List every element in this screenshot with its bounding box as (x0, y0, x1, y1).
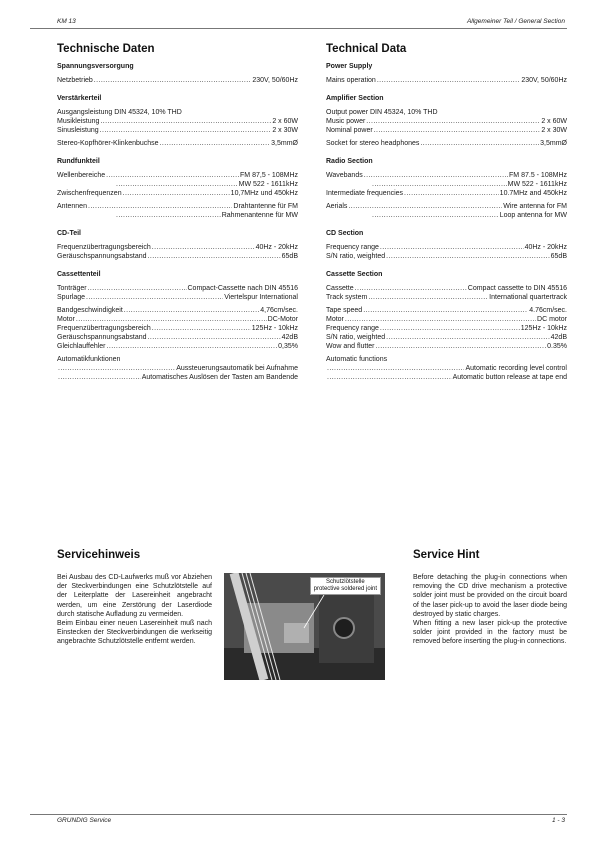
spec-row: ..... MW 522 - 1611kHz (326, 180, 567, 189)
de-cd-heading: CD-Teil (57, 230, 81, 237)
spec-row: S/N ratio, weighted ..... 42dB (326, 333, 567, 342)
service-hint-en-para1: Before detaching the plug-in connections when removing the CD drive mechanism a protective solder joint must be provided on the circuit board of the laser pick-up to avoid the laser diode being destroyed by static charges. (413, 574, 567, 618)
de-radio-heading: Rundfunkteil (57, 158, 100, 165)
en-power-section (326, 63, 567, 85)
spec-row: ..... Automatisches Auslösen der Tasten am Bandende (57, 373, 298, 382)
service-hint-title-en: Service Hint (413, 549, 480, 561)
header-section-title: Allgemeiner Teil / General Section (466, 18, 565, 25)
spec-row: Mains operation ..... 230V, 50/60Hz (326, 76, 567, 85)
footer-brand: GRUNDIG Service (57, 817, 112, 824)
solder-joint-callout: Schutzlötstelle protective soldered joint (310, 577, 381, 595)
de-radio-section (57, 158, 298, 220)
en-radio-section (326, 158, 567, 220)
header-doc-code: KM 13 (57, 18, 76, 25)
de-power-heading: Spannungsversorgung (57, 63, 134, 70)
spec-row: Wow and flutter ..... 0.35% (326, 342, 567, 351)
spec-row: Motor ..... DC-Motor (57, 315, 298, 324)
service-hint-de-para1: Bei Ausbau des CD-Laufwerks muß vor Abziehen der Steckverbindungen eine Schutzlötstelle auf der Leiterplatte der Lasereinheit angebracht werden, um eine Zerstörung der Laserdiode durch statische Aufladung zu vermeiden. (57, 574, 212, 618)
en-cassette-heading: Cassette Section (326, 271, 383, 278)
spec-row: Frequency range ..... 125Hz - 10kHz (326, 324, 567, 333)
en-amp-heading: Amplifier Section (326, 95, 384, 102)
spec-row: S/N ratio, weighted ..... 65dB (326, 252, 567, 261)
spec-row: Aerials ..... Wire antenna for FM (326, 202, 567, 211)
de-cd-section (57, 230, 298, 261)
spec-row: Wavebands ..... FM 87.5 - 108MHz (326, 171, 567, 180)
spec-row: Frequenzübertragungsbereich ..... 40Hz - 20kHz (57, 243, 298, 252)
spec-row: ..... Loop antenna for MW (326, 211, 567, 220)
en-cd-heading: CD Section (326, 230, 364, 237)
de-power-section (57, 63, 298, 85)
spec-row: Musikleistung ..... 2 x 60W (57, 117, 298, 126)
spec-row: Track system ..... International quartertrack (326, 293, 567, 302)
spec-row: Tonträger ..... Compact-Cassette nach DIN 45516 (57, 284, 298, 293)
spec-row: Wellenbereiche ..... FM 87,5 - 108MHz (57, 171, 298, 180)
german-specs-column (57, 43, 298, 392)
spec-row: Zwischenfrequenzen ..... 10,7MHz und 450kHz (57, 189, 298, 198)
spec-row: Music power ..... 2 x 60W (326, 117, 567, 126)
header-rule (30, 28, 567, 29)
spec-row: Sinusleistung ..... 2 x 30W (57, 126, 298, 135)
spec-row: Netzbetrieb ..... 230V, 50/60Hz (57, 76, 298, 85)
en-radio-heading: Radio Section (326, 158, 373, 165)
spec-row: Gleichlauffehler ..... 0,35% (57, 342, 298, 351)
spec-row: Antennen ..... Drahtantenne für FM (57, 202, 298, 211)
service-hint-text-en (413, 573, 567, 647)
spec-row: Frequency range ..... 40Hz - 20kHz (326, 243, 567, 252)
en-amp-output-line: Output power DIN 45324, 10% THD (326, 109, 438, 116)
service-hint-de-para2: Beim Einbau einer neuen Lasereinheit muß nach Einstecken der Steckverbindungen die werkseitig angebrachte Schutzlötstelle entfernt werden. (57, 620, 212, 646)
en-amp-section (326, 95, 567, 148)
footer-rule (30, 814, 567, 815)
spec-row: Frequenzübertragungsbereich ..... 125Hz - 10kHz (57, 324, 298, 333)
spec-row: Cassette ..... Compact cassette to DIN 45516 (326, 284, 567, 293)
spec-row: Bandgeschwindigkeit ..... 4,76cm/sec. (57, 306, 298, 315)
de-amp-section (57, 95, 298, 148)
spec-row: ..... Automatic button release at tape end (326, 373, 567, 382)
de-amp-heading: Verstärkerteil (57, 95, 102, 102)
spec-row: ..... Rahmenantenne für MW (57, 211, 298, 220)
en-cassette-section (326, 271, 567, 382)
laser-pickup-photo (224, 573, 385, 680)
en-power-heading: Power Supply (326, 63, 373, 70)
german-title: Technische Daten (57, 43, 155, 55)
de-cassette-section (57, 271, 298, 382)
spec-row: Geräuschspannungsabstand ..... 42dB (57, 333, 298, 342)
spec-row: Tape speed ..... 4.76cm/sec. (326, 306, 567, 315)
spec-row: ..... Automatic recording level control (326, 364, 567, 373)
footer-page-number: 1 - 3 (551, 817, 565, 824)
spec-row: Socket for stereo headphones ..... 3,5mmØ (326, 139, 567, 148)
spec-row: Motor ..... DC motor (326, 315, 567, 324)
service-hint-title-de: Servicehinweis (57, 549, 141, 561)
de-amp-output-line: Ausgangsleistung DIN 45324, 10% THD (57, 109, 182, 116)
spec-row: Nominal power ..... 2 x 30W (326, 126, 567, 135)
english-specs-column (326, 43, 567, 392)
english-title: Technical Data (326, 43, 407, 55)
spec-row: Stereo-Kopfhörer-Klinkenbuchse ..... 3,5mmØ (57, 139, 298, 148)
service-hint-text-de (57, 573, 212, 647)
spec-row: ..... MW 522 - 1611kHz (57, 180, 298, 189)
de-auto-heading: Automatikfunktionen (57, 356, 121, 363)
en-auto-heading: Automatic functions (326, 356, 388, 363)
spec-row: Geräuschspannungsabstand ..... 65dB (57, 252, 298, 261)
spec-row: Intermediate frequencies ..... 10.7MHz and 450kHz (326, 189, 567, 198)
spec-row: ..... Aussteuerungsautomatik bei Aufnahme (57, 364, 298, 373)
service-hint-en-para2: When fitting a new laser pick-up the protective solder joint provided in the factory must be removed before inserting the plug-in connections. (413, 620, 567, 646)
spec-row: Spurlage ..... Viertelspur International (57, 293, 298, 302)
en-cd-section (326, 230, 567, 261)
de-cassette-heading: Cassettenteil (57, 271, 101, 278)
